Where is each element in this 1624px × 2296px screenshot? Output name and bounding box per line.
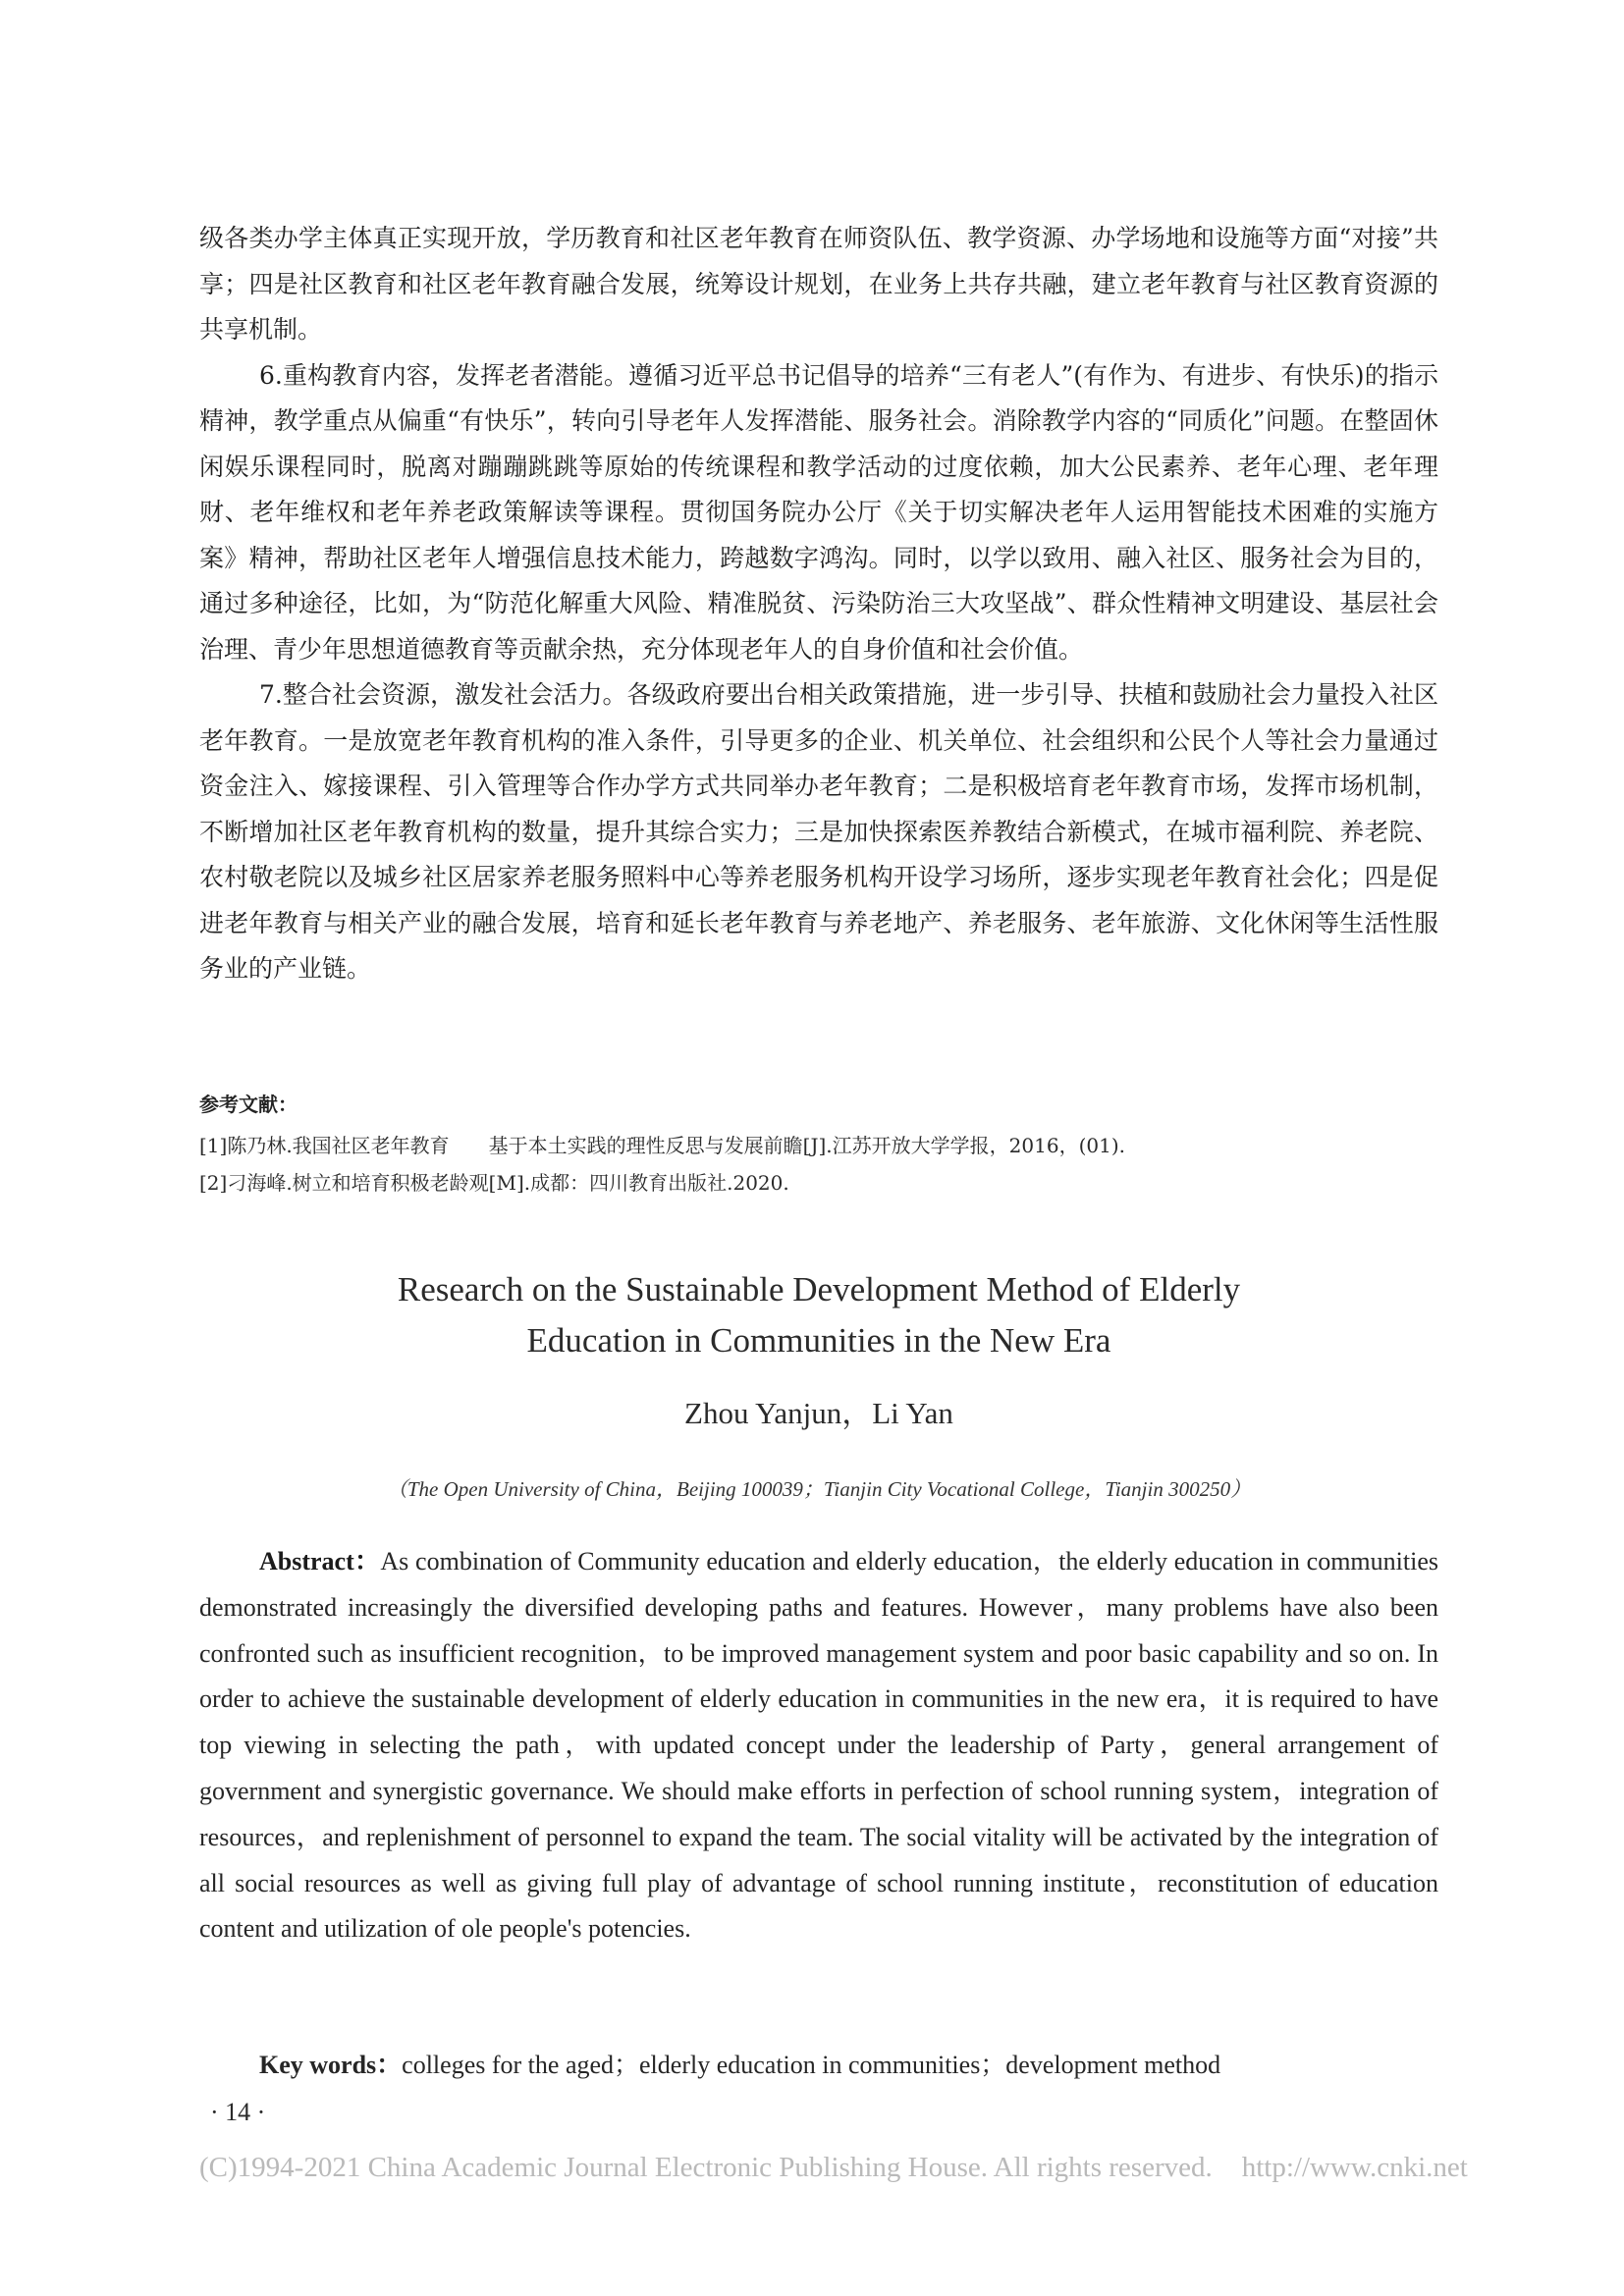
paragraph-7: 7.整合社会资源，激发社会活力。各级政府要出台相关政策措施，进一步引导、扶植和鼓励社会力量投入社区老年教育。一是放宽老年教育机构的准入条件，引导更多的企业、机关单位、社会组织和公民个人等社会力量通过资金注入、嫁接课程、引入管理等合作办学方式共同举办老年教育；二是积极培育老年教育市场，发挥市场机制，不断增加社区老年教育机构的数量，提升其综合实力；三是加快探索医养教结合新模式，在城市福利院、养老院、农村敬老院以及城乡社区居家养老服务照料中心等养老服务机构开设学习场所，逐步实现老年教育社会化；四是促进老年教育与相关产业的融合发展，培育和延长老年教育与养老地产、养老服务、老年旅游、文化休闲等生活性服务业的产业链。 bbox=[199, 680, 1438, 983]
abstract-label: Abstract： bbox=[259, 1547, 381, 1575]
paragraph-6: 6.重构教育内容，发挥老者潜能。遵循习近平总书记倡导的培养“三有老人”(有作为、有进步、有快乐)的指示精神，教学重点从偏重“有快乐”，转向引导老年人发挥潜能、服务社会。消除教学内容的“同质化”问题。在整固休闲娱乐课程同时，脱离对蹦蹦跳跳等原始的传统课程和教学活动的过度依赖，加大公民素养、老年心理、老年理财、老年维权和老年养老政策解读等课程。贯彻国务院办公厅《关于切实解决老年人运用智能技术困难的实施方案》精神，帮助社区老年人增强信息技术能力，跨越数字鸿沟。同时，以学以致用、融入社区、服务社会为目的，通过多种途径，比如，为“防范化解重大风险、精准脱贫、污染防治三大攻坚战”、群众性精神文明建设、基层社会治理、青少年思想道德教育等贡献余热，充分体现老年人的自身价值和社会价值。 bbox=[199, 360, 1438, 664]
copyright-footer bbox=[199, 2148, 1468, 2187]
english-authors: Zhou Yanjun，Li Yan bbox=[684, 1396, 953, 1430]
reference-item-2: [2]刁海峰.树立和培育积极老龄观[M].成都：四川教育出版社.2020. bbox=[199, 1171, 789, 1195]
copyright-text: (C)1994-2021 China Academic Journal Electronic Publishing House. All rights reserved. bbox=[199, 2152, 1213, 2183]
english-title bbox=[199, 1264, 1438, 1366]
references-heading: 参考文献： bbox=[199, 1093, 298, 1116]
page-number: · 14 · bbox=[210, 2098, 266, 2126]
english-affiliation: （The Open University of China，Beijing 100039；Tianjin City Vocational College，Tianjin 300250） bbox=[386, 1477, 1252, 1501]
english-title-line-1: Research on the Sustainable Development Method of Elderly bbox=[397, 1270, 1241, 1308]
english-title-line-2: Education in Communities in the New Era bbox=[526, 1321, 1111, 1360]
references-list bbox=[199, 1127, 1438, 1201]
continuation-paragraph: 级各类办学主体真正实现开放，学历教育和社区老年教育在师资队伍、教学资源、办学场地和设施等方面“对接”共享；四是社区教育和社区老年教育融合发展，统筹设计规划，在业务上共存共融，建立老年教育与社区教育资源的共享机制。 bbox=[199, 224, 1438, 344]
abstract-text: As combination of Community education and elderly education，the elderly education in communities demonstrated increasingly the diversified developing paths and features. However，many problems have also been confronted such as insufficient recognition，to be improved management system and poor basic capability and so on. In order to achieve the sustainable development of elderly education in communities in the new era，it is required to have top viewing in selecting the path，with updated concept under the leadership of Party，general arrangement of government and synergistic governance. We should make efforts in perfection of school running system，integration of resources，and replenishment of personnel to expand the team. The social vitality will be activated by the integration of all social resources as well as giving full play of advantage of school running institute，reconstitution of education content and utilization of ole people's potencies. bbox=[199, 1547, 1438, 1944]
reference-item-1: [1]陈乃林.我国社区老年教育 基于本土实践的理性反思与发展前瞻[J].江苏开放大学学报，2016，(01). bbox=[199, 1134, 1125, 1157]
english-keywords bbox=[199, 2046, 1438, 2085]
chinese-body bbox=[199, 216, 1438, 992]
footer-url: http://www.cnki.net bbox=[1241, 2152, 1468, 2183]
keywords-label: Key words： bbox=[259, 2051, 403, 2079]
references-section bbox=[199, 1090, 1438, 1201]
keywords-text: colleges for the aged；elderly education in communities；development method bbox=[402, 2051, 1221, 2079]
english-abstract bbox=[199, 1539, 1438, 1952]
